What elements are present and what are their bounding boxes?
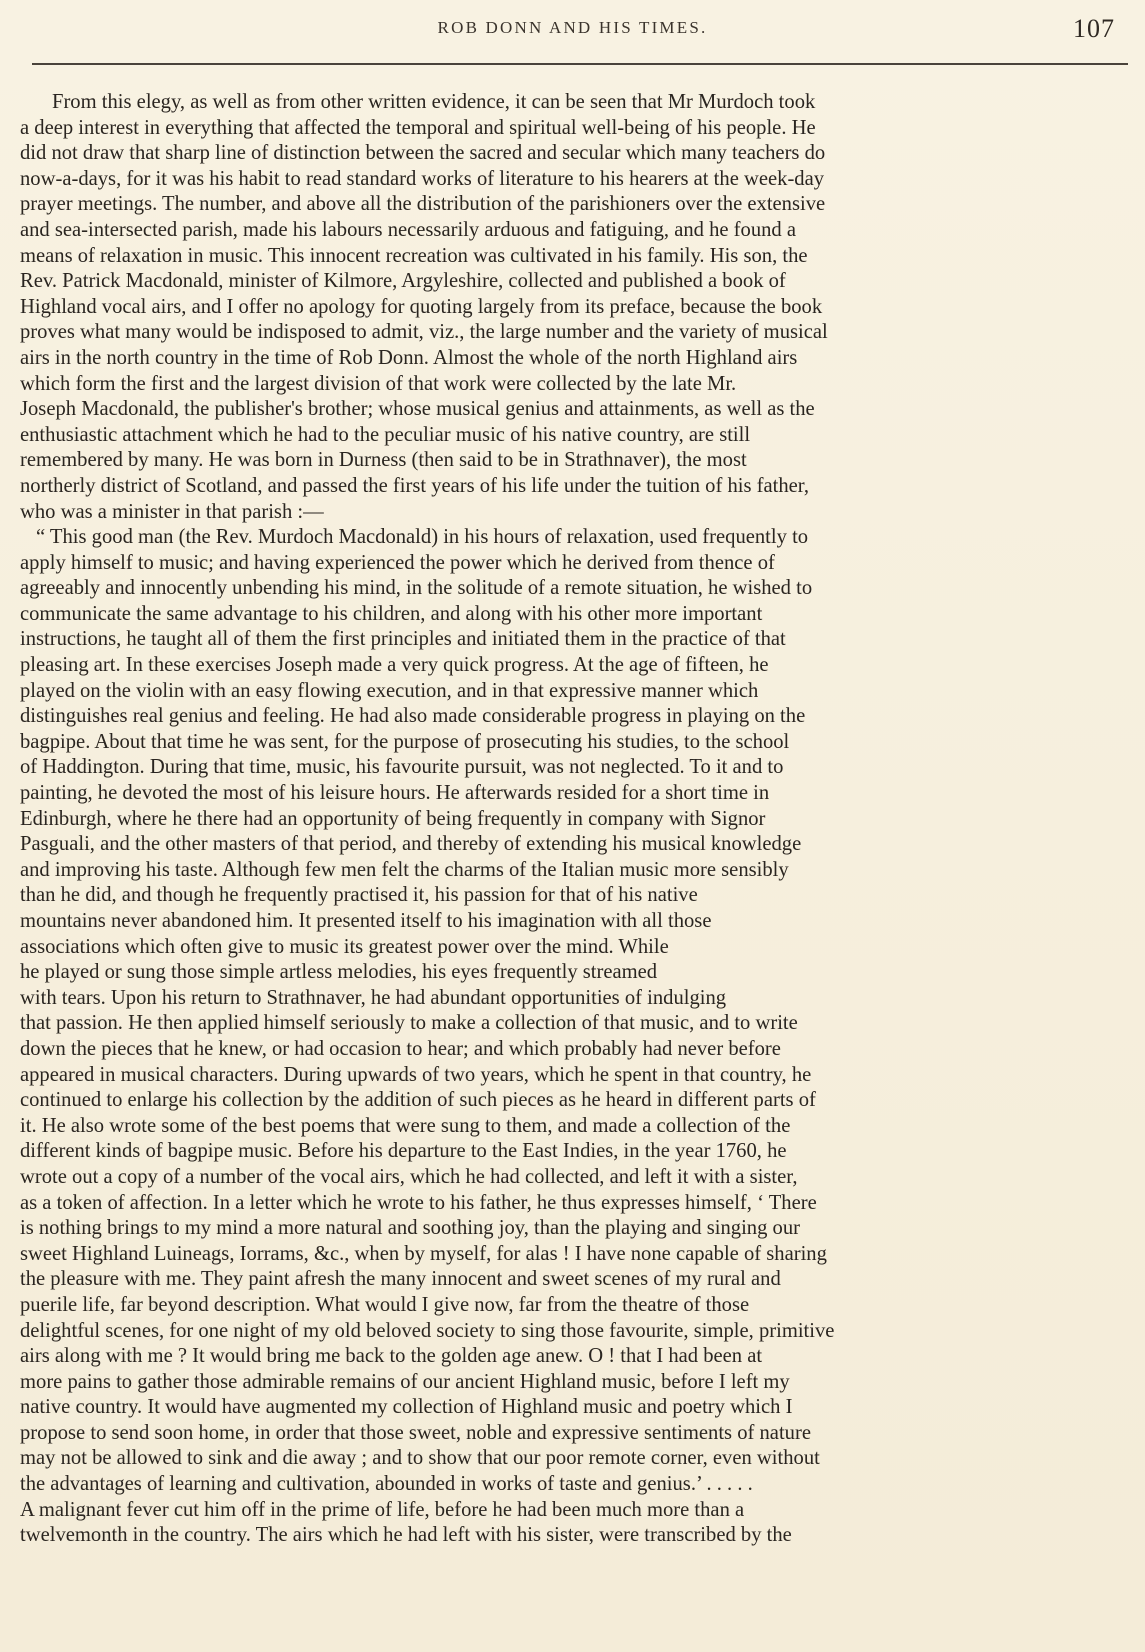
text-line: mountains never abandoned him. It presented itself to his imagination with all those xyxy=(20,910,712,932)
text-line: A malignant fever cut him off in the prime of life, before he had been much more than a xyxy=(20,1498,745,1521)
text-line: From this elegy, as well as from other written evidence, it can be seen that Mr Murdoch took xyxy=(52,91,816,113)
text-line: communicate the same advantage to his children, and along with his other more important xyxy=(20,602,763,625)
text-line: propose to send soon home, in order that those sweet, noble and expressive sentiments of nature xyxy=(20,1421,811,1444)
text-line: northerly district of Scotland, and passed the first years of his life under the tuition of his father, xyxy=(20,474,809,497)
text-line: means of relaxation in music. This innocent recreation was cultivated in his family. His son, the xyxy=(20,244,808,267)
text-line: now-a-days, for it was his habit to read standard works of literature to his hearers at the week-day xyxy=(20,167,825,190)
text-line: enthusiastic attachment which he had to the peculiar music of his native country, are still xyxy=(20,423,751,446)
text-line: native country. It would have augmented my collection of Highland music and poetry which I xyxy=(20,1396,793,1419)
text-line: he played or sung those simple artless melodies, his eyes frequently streamed xyxy=(20,961,658,984)
text-line: and sea-intersected parish, made his labours necessarily arduous and fatiguing, and he found a xyxy=(20,218,797,241)
text-line: of Haddington. During that time, music, his favourite pursuit, was not neglected. To it and to xyxy=(20,756,784,779)
text-line: airs along with me ? It would bring me back to the golden age anew. O ! that I had been at xyxy=(20,1345,763,1368)
text-line: the advantages of learning and cultivation, abounded in works of taste and genius.’ . . . . . xyxy=(20,1473,753,1496)
text-line: appeared in musical characters. During upwards of two years, which he spent in that country, he xyxy=(20,1063,812,1086)
running-title: ROB DONN AND HIS TIMES. xyxy=(437,18,708,37)
text-line: associations which often give to music its greatest power over the mind. While xyxy=(20,935,669,958)
text-line: remembered by many. He was born in Durness (then said to be in Strathnaver), the most xyxy=(20,449,747,472)
text-line: the pleasure with me. They paint afresh the many innocent and sweet scenes of my rural and xyxy=(20,1268,781,1291)
text-line: wrote out a copy of a number of the vocal airs, which he had collected, and left it with a sister, xyxy=(20,1165,798,1188)
text-line: bagpipe. About that time he was sent, for the purpose of prosecuting his studies, to the school xyxy=(20,730,790,753)
page-header xyxy=(0,14,1145,44)
page-body-text xyxy=(20,90,1120,1549)
text-line: painting, he devoted the most of his leisure hours. He afterwards resided for a short time in xyxy=(20,782,770,805)
text-line: as a token of affection. In a letter which he wrote to his father, he thus expresses himself, ‘ There xyxy=(20,1191,817,1214)
text-line: down the pieces that he knew, or had occasion to hear; and which probably had never before xyxy=(20,1037,781,1060)
text-line: it. He also wrote some of the best poems that were sung to them, and made a collection of the xyxy=(20,1114,791,1137)
text-line: “ This good man (the Rev. Murdoch Macdonald) in his hours of relaxation, used frequently to xyxy=(36,526,809,549)
text-line: more pains to gather those admirable remains of our ancient Highland music, before I left my xyxy=(20,1370,790,1393)
text-line: with tears. Upon his return to Strathnaver, he had abundant opportunities of indulging xyxy=(20,986,727,1009)
text-line: delightful scenes, for one night of my old beloved society to sing those favourite, simple, primitive xyxy=(20,1319,835,1342)
text-line: Joseph Macdonald, the publisher's brother; whose musical genius and attainments, as well as the xyxy=(20,398,815,421)
text-line: instructions, he taught all of them the first principles and initiated them in the practice of that xyxy=(20,628,786,651)
text-line: proves what many would be indisposed to admit, viz., the large number and the variety of musical xyxy=(20,321,828,344)
text-line: apply himself to music; and having experienced the power which he derived from thence of xyxy=(20,551,775,574)
text-line: different kinds of bagpipe music. Before his departure to the East Indies, in the year 1760, he xyxy=(20,1140,787,1163)
text-line: sweet Highland Luineags, Iorrams, &c., when by myself, for alas ! I have none capable of sharing xyxy=(20,1242,827,1265)
text-line: agreeably and innocently unbending his mind, in the solitude of a remote situation, he wished to xyxy=(20,577,813,600)
text-line: did not draw that sharp line of distinction between the sacred and secular which many teachers do xyxy=(20,142,826,165)
text-line: continued to enlarge his collection by the addition of such pieces as he heard in different parts of xyxy=(20,1089,816,1112)
text-line: Highland vocal airs, and I offer no apology for quoting largely from its preface, because the book xyxy=(20,295,823,318)
text-line: played on the violin with an easy flowing execution, and in that expressive manner which xyxy=(20,679,759,702)
text-line: that passion. He then applied himself seriously to make a collection of that music, and to write xyxy=(20,1012,798,1035)
text-line: which form the first and the largest division of that work were collected by the late Mr. xyxy=(20,372,737,395)
text-line: airs in the north country in the time of Rob Donn. Almost the whole of the north Highland airs xyxy=(20,346,798,369)
text-line: who was a minister in that parish :— xyxy=(20,500,324,523)
text-line: is nothing brings to my mind a more natural and soothing joy, than the playing and singing our xyxy=(20,1217,800,1240)
text-line: Rev. Patrick Macdonald, minister of Kilmore, Argyleshire, collected and published a book of xyxy=(20,270,786,293)
header-rule xyxy=(32,63,1128,65)
text-line: twelvemonth in the country. The airs which he had left with his sister, were transcribed by the xyxy=(20,1524,792,1547)
text-line: Edinburgh, where he there had an opportunity of being frequently in company with Signor xyxy=(20,807,766,830)
page-number: 107 xyxy=(1073,14,1115,43)
text-line: a deep interest in everything that affected the temporal and spiritual well-being of his people. He xyxy=(20,116,816,139)
text-line: Pasguali, and the other masters of that period, and thereby of extending his musical knowledge xyxy=(20,833,802,856)
text-line: prayer meetings. The number, and above all the distribution of the parishioners over the extensive xyxy=(20,193,826,216)
text-line: distinguishes real genius and feeling. He had also made considerable progress in playing on the xyxy=(20,705,806,728)
text-line: puerile life, far beyond description. What would I give now, far from the theatre of those xyxy=(20,1293,750,1316)
text-line: than he did, and though he frequently practised it, his passion for that of his native xyxy=(20,884,698,907)
text-line: pleasing art. In these exercises Joseph made a very quick progress. At the age of fifteen, he xyxy=(20,654,769,677)
text-line: may not be allowed to sink and die away ; and to show that our poor remote corner, even without xyxy=(20,1447,820,1470)
text-line: and improving his taste. Although few men felt the charms of the Italian music more sensibly xyxy=(20,858,789,881)
